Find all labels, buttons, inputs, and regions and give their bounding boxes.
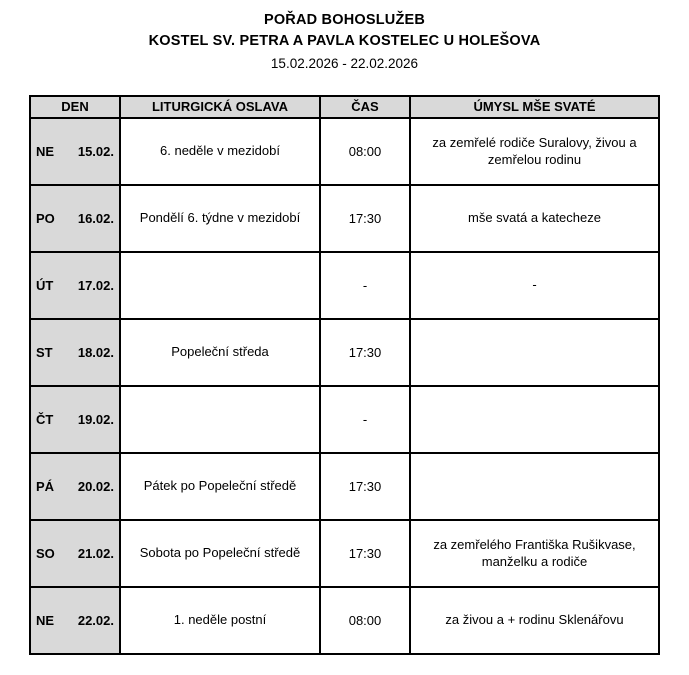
- liturgical-celebration-cell: 6. neděle v mezidobí: [120, 118, 320, 185]
- service-schedule-table: [29, 95, 660, 655]
- mass-intention-cell: [410, 386, 659, 453]
- liturgical-celebration-cell: [120, 252, 320, 319]
- date-range: 15.02.2026 - 22.02.2026: [270, 56, 419, 72]
- table-row: [30, 587, 659, 654]
- day-abbreviation: ČT: [36, 411, 54, 427]
- mass-intention-cell: [410, 319, 659, 386]
- table-header-row: [30, 96, 659, 118]
- day-cell: [30, 386, 120, 453]
- day-date: 17.02.: [77, 277, 114, 293]
- day-date: 16.02.: [77, 210, 114, 226]
- day-abbreviation: SO: [36, 545, 55, 561]
- time-cell: -: [320, 252, 410, 319]
- mass-intention-cell: mše svatá a katecheze: [410, 185, 659, 252]
- time-cell: -: [320, 386, 410, 453]
- day-abbreviation: NE: [36, 612, 55, 628]
- page-title: POŘAD BOHOSLUŽEB: [263, 12, 426, 28]
- day-cell: [30, 319, 120, 386]
- day-cell: [30, 520, 120, 587]
- time-cell: 17:30: [320, 185, 410, 252]
- day-abbreviation: PÁ: [36, 478, 55, 494]
- table-row: [30, 252, 659, 319]
- mass-intention-cell: [410, 453, 659, 520]
- day-date: 20.02.: [77, 478, 114, 494]
- table-row: [30, 319, 659, 386]
- table-row: [30, 386, 659, 453]
- liturgical-celebration-cell: Sobota po Popeleční středě: [120, 520, 320, 587]
- table-row: [30, 520, 659, 587]
- column-header-oslava: LITURGICKÁ OSLAVA: [120, 96, 320, 118]
- day-abbreviation: NE: [36, 143, 55, 159]
- document-header: [0, 10, 689, 74]
- column-header-umysl: ÚMYSL MŠE SVATÉ: [410, 96, 659, 118]
- day-abbreviation: ST: [36, 344, 53, 360]
- day-cell: [30, 118, 120, 185]
- column-header-cas: ČAS: [320, 96, 410, 118]
- liturgical-celebration-cell: Popeleční středa: [120, 319, 320, 386]
- day-cell: [30, 185, 120, 252]
- day-cell: [30, 252, 120, 319]
- day-date: 15.02.: [77, 143, 114, 159]
- day-abbreviation: PO: [36, 210, 55, 226]
- time-cell: 17:30: [320, 520, 410, 587]
- time-cell: 08:00: [320, 118, 410, 185]
- table-row: [30, 118, 659, 185]
- day-cell: [30, 587, 120, 654]
- day-date: 21.02.: [77, 545, 114, 561]
- table-row: [30, 453, 659, 520]
- day-abbreviation: ÚT: [36, 277, 54, 293]
- time-cell: 17:30: [320, 453, 410, 520]
- column-header-den: DEN: [30, 96, 120, 118]
- day-cell: [30, 453, 120, 520]
- mass-intention-cell: -: [410, 252, 659, 319]
- page-subtitle: KOSTEL SV. PETRA A PAVLA KOSTELEC U HOLEŠOVA: [148, 33, 541, 50]
- mass-intention-cell: za živou a + rodinu Sklenářovu: [410, 587, 659, 654]
- mass-intention-cell: za zemřelé rodiče Suralovy, živou a zemřelou rodinu: [410, 118, 659, 185]
- liturgical-celebration-cell: 1. neděle postní: [120, 587, 320, 654]
- mass-intention-cell: za zemřelého Františka Rušikvase, manželku a rodiče: [410, 520, 659, 587]
- time-cell: 17:30: [320, 319, 410, 386]
- day-date: 18.02.: [77, 344, 114, 360]
- day-date: 22.02.: [77, 612, 114, 628]
- schedule-body: [30, 118, 659, 654]
- liturgical-celebration-cell: [120, 386, 320, 453]
- day-date: 19.02.: [77, 411, 114, 427]
- liturgical-celebration-cell: Pondělí 6. týdne v mezidobí: [120, 185, 320, 252]
- time-cell: 08:00: [320, 587, 410, 654]
- table-row: [30, 185, 659, 252]
- liturgical-celebration-cell: Pátek po Popeleční středě: [120, 453, 320, 520]
